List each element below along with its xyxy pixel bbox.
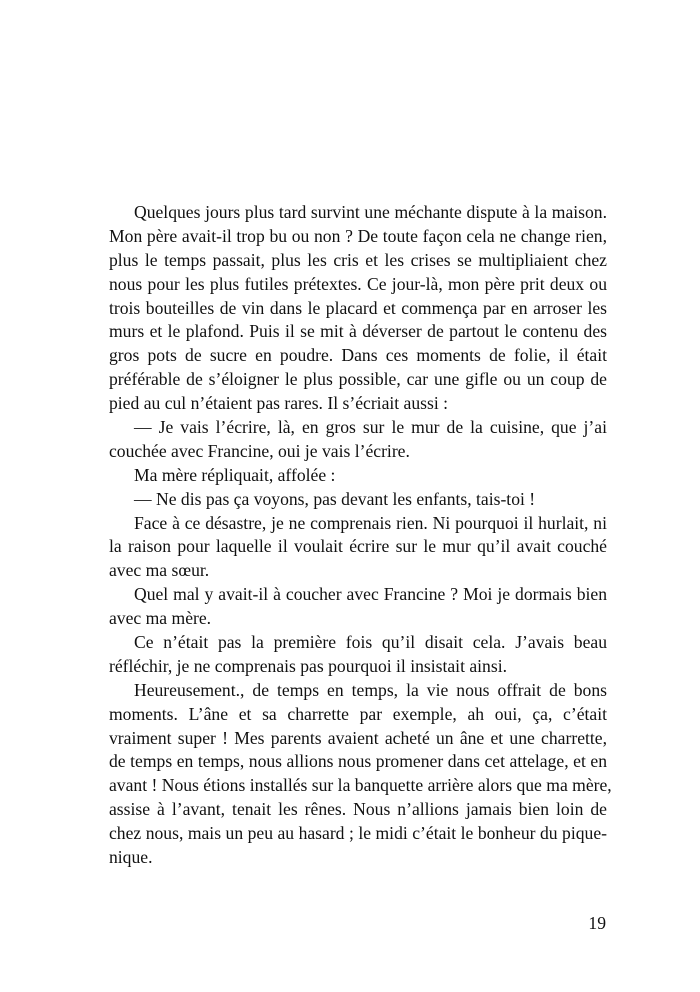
text-line: réfléchir, je ne comprenais pas pourquoi il insistait ainsi. xyxy=(109,655,507,676)
text-line: Face à ce désastre, je ne comprenais rien. Ni pourquoi il hurlait, ni xyxy=(134,512,607,533)
text-line: pied au cul n’étaient pas rares. Il s’écriait aussi : xyxy=(109,393,449,414)
text-line: préférable de s’éloigner le plus possible, car une gifle ou un coup de xyxy=(109,369,607,390)
text-line: nous pour les plus futiles prétextes. Ce jour-là, mon père prit deux ou xyxy=(109,273,607,294)
text-line: avec ma mère. xyxy=(109,608,212,629)
text-line: assise à l’avant, tenait les rênes. Nous n’allions jamais bien loin de xyxy=(109,799,607,820)
text-line: la raison pour laquelle il voulait écrire sur le mur qu’il avait couché xyxy=(109,536,607,557)
text-line: vraiment super ! Mes parents avaient acheté un âne et une charrette, xyxy=(109,727,607,748)
page-number: 19 xyxy=(588,913,606,933)
text-line: nique. xyxy=(109,847,153,868)
text-line: murs et le plafond. Puis il se mit à déverser de partout le contenu des xyxy=(109,321,607,342)
paragraph xyxy=(109,416,607,464)
text-line: trois bouteilles de vin dans le placard et commença par en arroser les xyxy=(109,297,607,318)
text-line: Quelques jours plus tard survint une méchante dispute à la maison. xyxy=(134,202,607,222)
text-line: de temps en temps, nous allions nous promener dans cet attelage, et en xyxy=(109,751,607,772)
text-line: Quel mal y avait-il à coucher avec Francine ? Moi je dormais bien xyxy=(134,584,607,605)
text-line: Mon père avait-il trop bu ou non ? De toute façon cela ne change rien, xyxy=(109,225,607,246)
paragraph xyxy=(109,512,607,584)
text-line: — Ne dis pas ça voyons, pas devant les enfants, tais-toi ! xyxy=(134,488,536,509)
text-line: Ma mère répliquait, affolée : xyxy=(134,464,336,485)
text-line: Ce n’était pas la première fois qu’il disait cela. J’avais beau xyxy=(134,632,607,653)
paragraph xyxy=(109,201,607,416)
paragraph xyxy=(109,464,607,488)
text-line: Heureusement., de temps en temps, la vie nous offrait de bons xyxy=(134,679,607,700)
paragraph xyxy=(109,631,607,679)
paragraph xyxy=(109,583,607,631)
text-line: gros pots de sucre en poudre. Dans ces moments de folie, il était xyxy=(109,345,607,366)
text-line: moments. L’âne et sa charrette par exemple, ah oui, ça, c’était xyxy=(109,703,607,724)
text-line: — Je vais l’écrire, là, en gros sur le mur de la cuisine, que j’ai xyxy=(134,417,607,438)
paragraph xyxy=(109,488,607,512)
text-line: avant ! Nous étions installés sur la banquette arrière alors que ma mère, xyxy=(109,775,612,796)
text-line: chez nous, mais un peu au hasard ; le midi c’était le bonheur du pique- xyxy=(109,823,607,844)
paragraph xyxy=(109,679,612,870)
body-text xyxy=(109,201,612,870)
text-line: plus le temps passait, plus les cris et les crises se multipliaient chez xyxy=(109,249,607,270)
text-line: avec ma sœur. xyxy=(109,560,210,581)
text-line: couchée avec Francine, oui je vais l’écrire. xyxy=(109,440,410,461)
